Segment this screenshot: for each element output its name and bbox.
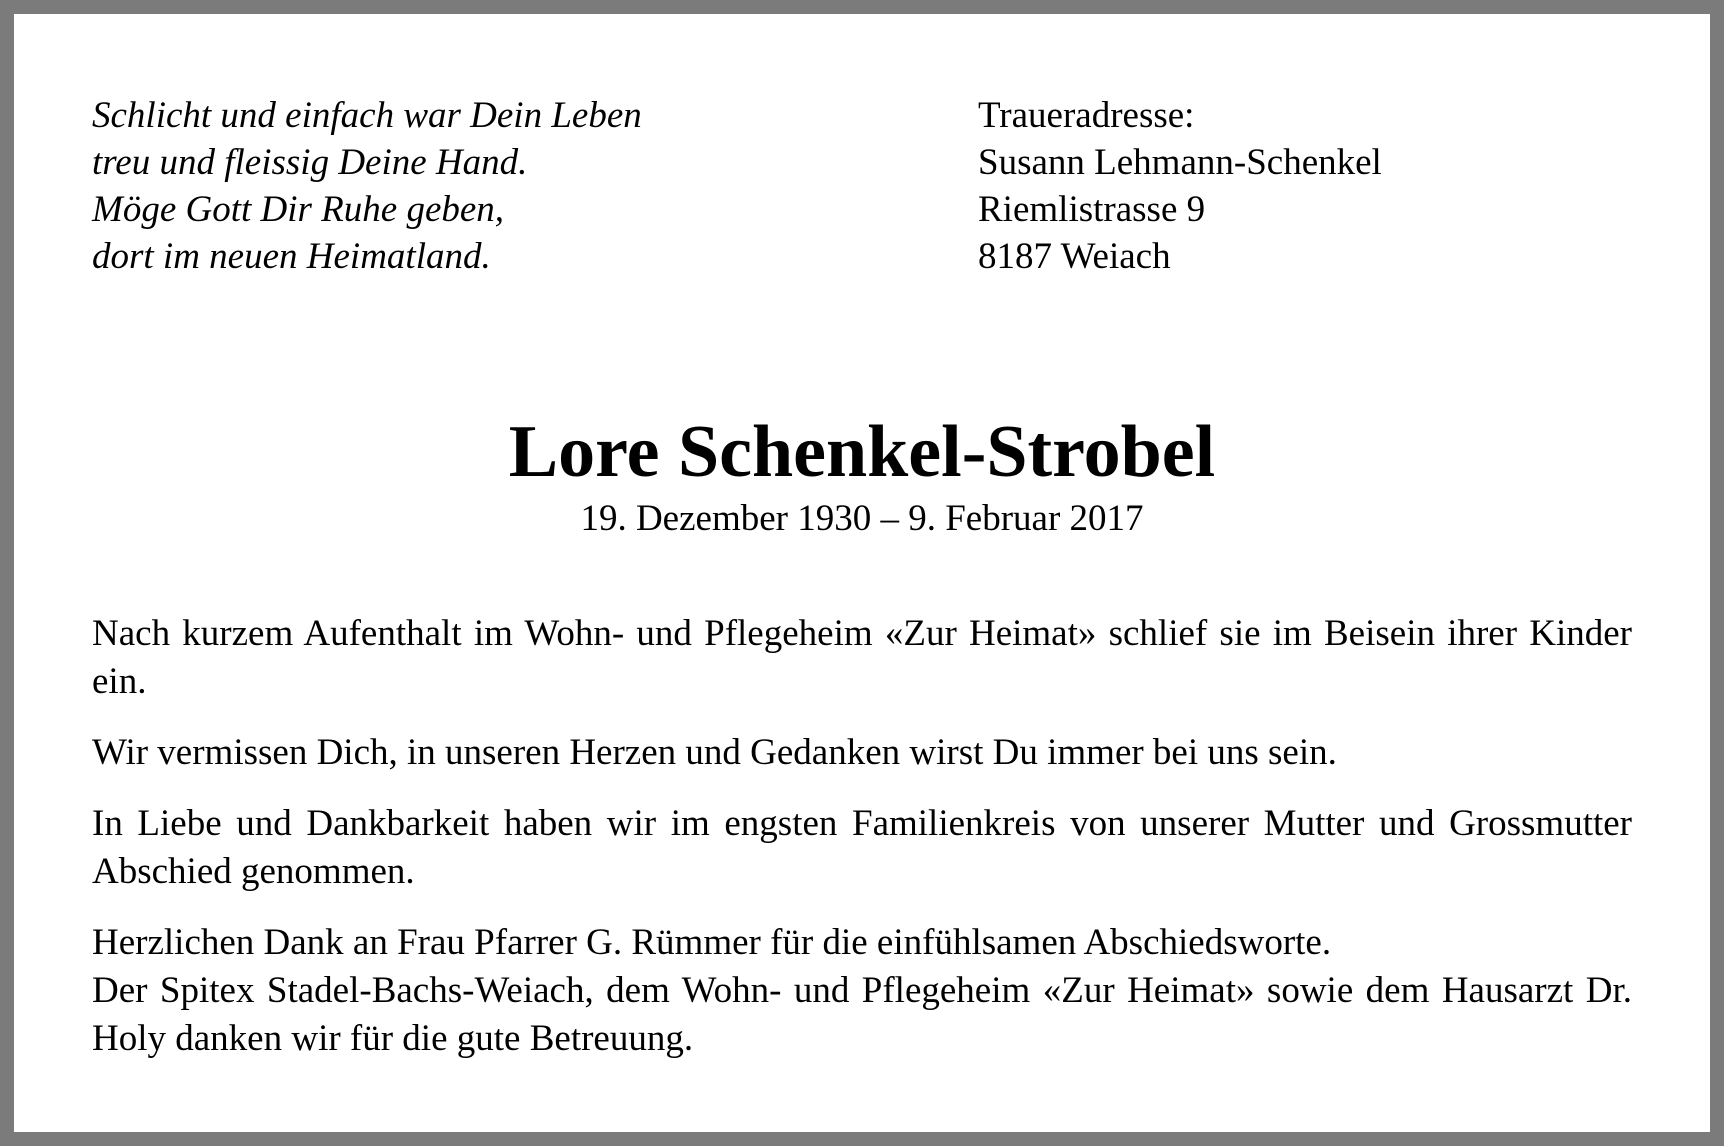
poem-line: Schlicht und einfach war Dein Leben	[92, 95, 642, 136]
poem-line: dort im neuen Heimatland.	[92, 236, 491, 277]
paragraph: Nach kurzem Aufenthalt im Wohn- und Pflegeheim «Zur Heimat» schlief sie im Beisein ihrer Kinder ein.	[92, 613, 1632, 702]
paragraph: Herzlichen Dank an Frau Pfarrer G. Rümmer für die einfühlsamen Abschiedsworte.	[92, 922, 1332, 963]
poem-line: Möge Gott Dir Ruhe geben,	[92, 189, 505, 230]
paragraph: Der Spitex Stadel-Bachs-Weiach, dem Wohn- und Pflegeheim «Zur Heimat» sowie dem Hausarzt Dr. Holy danken wir für die gute Betreuung.	[92, 970, 1632, 1059]
obituary-text	[92, 610, 1632, 1086]
address-city: 8187 Weiach	[978, 236, 1171, 277]
memorial-poem	[92, 92, 642, 280]
poem-line: treu und fleissig Deine Hand.	[92, 142, 528, 183]
address-street: Riemlistrasse 9	[978, 189, 1206, 230]
address-name: Susann Lehmann-Schenkel	[978, 142, 1382, 183]
mourning-address	[978, 92, 1382, 280]
paragraph: In Liebe und Dankbarkeit haben wir im engsten Familienkreis von unserer Mutter und Grossmutter Abschied genommen.	[92, 803, 1632, 892]
address-label: Traueradresse:	[978, 95, 1195, 136]
paragraph: Wir vermissen Dich, in unseren Herzen und Gedanken wirst Du immer bei uns sein.	[92, 732, 1337, 773]
obituary-page	[14, 14, 1710, 1132]
deceased-name: Lore Schenkel-Strobel	[508, 411, 1216, 493]
life-dates: 19. Dezember 1930 – 9. Februar 2017	[580, 498, 1144, 539]
